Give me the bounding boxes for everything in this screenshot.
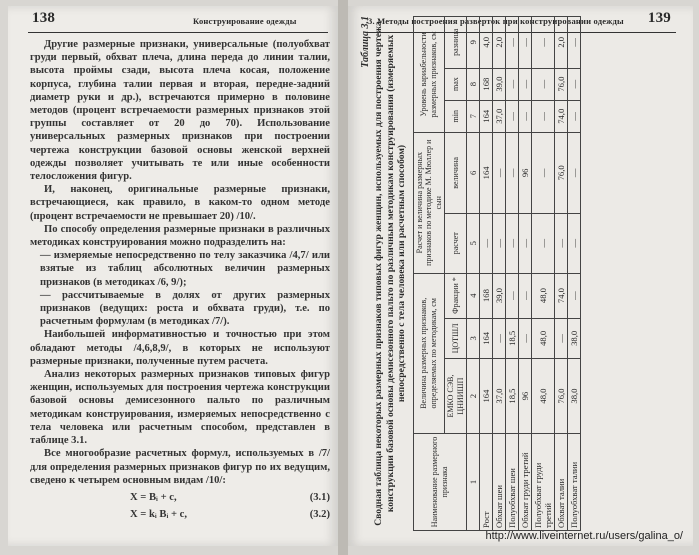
table-cell: 74,0 [555,100,568,132]
table-cell: — [555,318,568,359]
table-cell: 168 [480,68,493,100]
col-header-tsotshl: ЦОТШЛ [445,318,467,359]
table-cell: — [532,213,555,273]
watermark-url: http://www.liveinternet.ru/users/galina_o/ [485,530,683,542]
left-body-text [30,38,330,521]
left-page-number: 138 [32,10,56,26]
rotated-table-block [360,16,680,531]
right-page [348,6,693,546]
column-number-row [467,17,480,531]
table-row [480,17,493,531]
table-cell: 38,0 [568,359,581,434]
formula-expression: X = Bᵢ + c, [130,491,177,503]
paragraph: Анализ некоторых размерных признаков типовых фигур женщин, используемых для построения чертежа конструкции базовой основы демисезонного пальто по различным методикам конструирования, измеряемых непосредственно с тела человека или расчетным способом, представлен в таблице 3.1. [30,369,330,447]
table-cell: 74,0 [555,273,568,318]
table-cell: — [519,273,532,318]
col-number: 5 [467,213,480,273]
table-cell: — [568,100,581,132]
table-cell: 76,0 [555,359,568,434]
table-row [506,17,519,531]
table-cell: — [493,213,506,273]
table-cell: — [568,17,581,69]
table-cell: 164 [480,318,493,359]
book-gutter [338,0,348,555]
formula-3-1 [30,491,330,504]
table-cell: — [506,273,519,318]
paragraph: Наибольшей информативностью и точностью при этом обладают методы /4,6,8,9/, в которых не используют размерные признаки, полученные путем расчета. [30,329,330,367]
table-cell: 4,0 [480,17,493,69]
table-row [519,17,532,531]
table-cell: 76,0 [555,132,568,213]
col-number: 1 [467,434,480,531]
table-cell: Рост [480,434,493,531]
col-number: 7 [467,100,480,132]
paragraph: Другие размерные признаки, универсальные (полуобхват груди первый, обхват плеча, длина переда до линии талии, высота проймы сзади, высота плеча косая, положение корпуса, глубина талии первая и вторая, передне-задний диаметр руки и др.), встречаются примерно в половине методов (процент встречаемости размерных признаков этой группы составляет от 20 до 70). Использование универсальных размерных признаков при построении чертежа конструкции базовой основы женской верхней одежды позволяет учитывать те или иные особенности телосложения фигур. [30,39,330,183]
table-cell: — [506,213,519,273]
col-number: 6 [467,132,480,213]
right-running-head: 3. Методы построения разверток при конструировании одежды [368,16,624,26]
table-cell: 18,5 [506,359,519,434]
table-cell: — [568,213,581,273]
table-cell: Полуобхват талии [568,434,581,531]
col-header-max: max [445,68,467,100]
col-number: 9 [467,17,480,69]
table-cell: — [519,318,532,359]
measurements-table [413,16,582,531]
table-cell: 18,5 [506,318,519,359]
table-cell: 164 [480,359,493,434]
col-header-calc: расчет [445,213,467,273]
table-cell: 37,0 [493,100,506,132]
col-number: 2 [467,359,480,434]
table-cell: — [532,100,555,132]
table-cell: — [519,213,532,273]
table-cell: Полуобхват шеи [506,434,519,531]
formula-number: (3.1) [309,491,330,503]
table-cell: — [519,17,532,69]
table-row [532,17,555,531]
table-cell: 48,0 [532,318,555,359]
paragraph: Все многообразие расчетных формул, используемых в /7/ для определения размерных признаков фигур по их ведущим, сведено к четырем основным видам /10/: [30,448,330,486]
table-cell: — [568,68,581,100]
table-cell: — [480,213,493,273]
table-label: Таблица 3.1 [360,16,371,68]
formula-number: (3.2) [309,509,330,521]
col-header-range: разница [445,17,467,69]
table-cell: — [519,100,532,132]
formula-3-2 [30,508,330,521]
table-cell: 96 [519,359,532,434]
col-header-emko: ЕМКО СЭВ, ЦНИИШП [445,359,467,434]
formula-expression: X = kᵢ Bᵢ + c, [130,509,188,521]
table-cell: — [532,132,555,213]
list-item: — рассчитываемые в долях от других размерных признаков (ведущих: роста и обхвата груди), т.е. по расчетным формулам (в методиках /7/). [40,289,330,328]
table-cell: — [532,17,555,69]
table-cell: 37,0 [493,359,506,434]
col-header-name: Наименование размерного признака [413,434,467,531]
table-cell: — [532,68,555,100]
col-number: 4 [467,273,480,318]
col-number: 8 [467,68,480,100]
col-header-min: min [445,100,467,132]
table-cell: — [568,273,581,318]
table-cell: 39,0 [493,273,506,318]
table-cell: — [555,213,568,273]
table-cell: — [568,132,581,213]
paragraph: По способу определения размерные признаки в различных методиках конструирования можно подразделить на: [30,223,330,249]
col-group-muller: Расчет и величина размерных признаков по методике М. Мюллер и сын [413,132,445,273]
col-group-variability: Уровень вариабельности размерных признаков, см [413,17,445,133]
table-row [568,17,581,531]
table-cell: — [493,318,506,359]
table-cell: — [519,68,532,100]
left-header-rule [28,32,328,33]
table-cell: Обхват шеи [493,434,506,531]
col-header-value: величина [445,132,467,213]
col-number: 3 [467,318,480,359]
table-cell: 168 [480,273,493,318]
col-header-fractions: Фракции * [445,273,467,318]
paragraph: И, наконец, оригинальные размерные признаки, встречающиеся, как правило, в каком-то одном методе (процент встречаемости не превышает 20) /10/. [30,184,330,222]
table-cell: 164 [480,132,493,213]
table-cell: Полуобхват груди третий [532,434,555,531]
left-running-head: Конструирование одежды [193,16,297,26]
table-cell: 48,0 [532,273,555,318]
table-cell: — [506,100,519,132]
table-cell: 38,0 [568,318,581,359]
table-cell: 48,0 [532,359,555,434]
left-page [8,6,338,546]
table-cell: Обхват талии [555,434,568,531]
table-row [555,17,568,531]
table-cell: 39,0 [493,68,506,100]
table-cell: 96 [519,132,532,213]
col-group-methods: Величина размерных признаков, определяемых по методикам, см [413,273,445,433]
list-item: — измеряемые непосредственно по телу заказчика /4,7/ или взятые из таблиц абсолютных величин размерных признаков (в методиках /6, 9/); [40,250,330,288]
right-page-number: 139 [647,10,671,26]
table-cell: — [506,17,519,69]
table-cell: — [506,132,519,213]
table-cell: — [493,132,506,213]
table-cell: 76,0 [555,68,568,100]
table-cell: — [506,68,519,100]
table-cell: 2,0 [555,17,568,69]
table-row [493,17,506,531]
table-cell: 2,0 [493,17,506,69]
table-cell: Обхват груди третий [519,434,532,531]
table-caption: Сводная таблица некоторых размерных признаков типовых фигур женщин, используемых для построения чертежа конструкции базовой основы демисезонного пальто по различным методикам конструирования (измеряемых непосредственно с тела человека или расчетным способом) [373,21,407,526]
table-cell: 164 [480,100,493,132]
